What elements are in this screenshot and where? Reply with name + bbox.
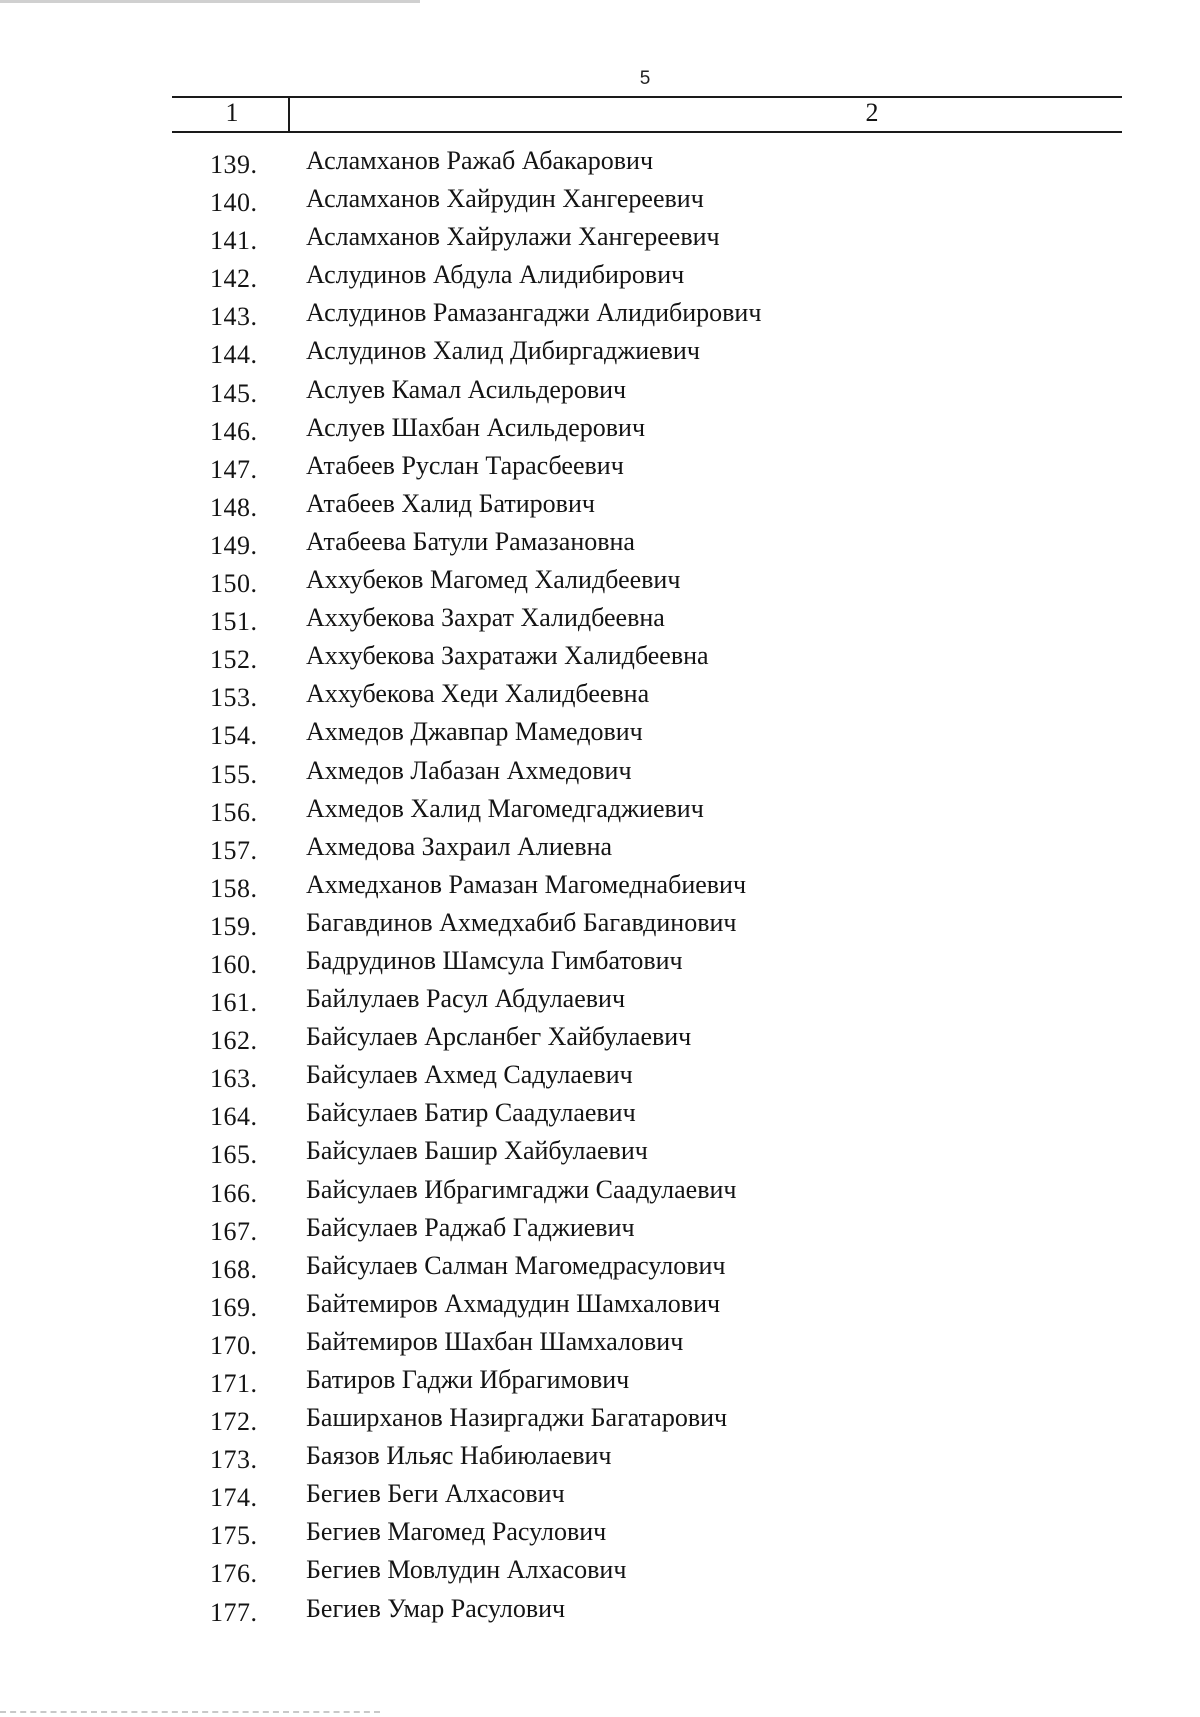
entry-number: 174. bbox=[210, 1483, 258, 1513]
entry-name: Байсулаев Ибрагимгаджи Саадулаевич bbox=[306, 1174, 737, 1204]
entry-name: Бегиев Умар Расулович bbox=[306, 1593, 566, 1623]
entry-name: Аслудинов Абдула Алидибирович bbox=[306, 260, 685, 290]
entry-number: 144. bbox=[210, 340, 258, 370]
entry-number: 159. bbox=[210, 911, 258, 941]
entry-number: 154. bbox=[210, 721, 258, 751]
list-item bbox=[0, 1363, 1200, 1401]
column-header-1: 1 bbox=[225, 98, 239, 127]
list-item bbox=[0, 334, 1200, 372]
list-item bbox=[0, 677, 1200, 715]
list-item bbox=[0, 563, 1200, 601]
list-item bbox=[0, 1325, 1200, 1363]
entry-number: 176. bbox=[210, 1559, 258, 1589]
entry-name: Атабеев Руслан Тарасбеевич bbox=[306, 450, 624, 480]
list-item bbox=[0, 1401, 1200, 1439]
entry-number: 177. bbox=[210, 1597, 258, 1627]
entry-number: 164. bbox=[210, 1102, 258, 1132]
entry-name: Аххубекова Захратажи Халидбеевна bbox=[306, 641, 709, 671]
list-item bbox=[0, 1058, 1200, 1096]
entry-name: Байтемиров Шахбан Шамхалович bbox=[306, 1326, 684, 1356]
list-item bbox=[0, 906, 1200, 944]
list-item bbox=[0, 792, 1200, 830]
scan-bottom-edge bbox=[0, 1711, 380, 1713]
list-item bbox=[0, 944, 1200, 982]
entry-name: Байсулаев Батир Саадулаевич bbox=[306, 1098, 636, 1128]
entry-name: Байсулаев Салман Магомедрасулович bbox=[306, 1250, 726, 1280]
entry-name: Атабеев Халид Батирович bbox=[306, 488, 595, 518]
entry-number: 162. bbox=[210, 1026, 258, 1056]
list-item bbox=[0, 1096, 1200, 1134]
entry-number: 155. bbox=[210, 759, 258, 789]
entry-number: 151. bbox=[210, 607, 258, 637]
entry-name: Батиров Гаджи Ибрагимович bbox=[306, 1365, 630, 1394]
entry-name: Байлулаев Расул Абдулаевич bbox=[306, 984, 626, 1014]
entry-name: Аххубекова Хеди Халидбеевна bbox=[306, 679, 650, 709]
entry-name: Асламханов Ражаб Абакарович bbox=[306, 146, 654, 175]
list-item bbox=[0, 982, 1200, 1020]
entry-number: 169. bbox=[210, 1292, 258, 1322]
list-item bbox=[0, 1249, 1200, 1287]
list-item bbox=[0, 601, 1200, 639]
entry-name: Бегиев Беги Алхасович bbox=[306, 1479, 565, 1509]
list-item bbox=[0, 182, 1200, 220]
entry-number: 147. bbox=[210, 454, 258, 484]
page-number: 5 bbox=[639, 68, 651, 89]
entry-name: Атабеева Батули Рамазановна bbox=[306, 526, 635, 556]
list-item bbox=[0, 1173, 1200, 1211]
list-item bbox=[0, 1287, 1200, 1325]
entry-name: Баязов Ильяс Набиюлаевич bbox=[306, 1441, 612, 1471]
list-item bbox=[0, 868, 1200, 906]
list-item bbox=[0, 715, 1200, 753]
list-item bbox=[0, 411, 1200, 449]
entry-name: Ахмедов Лабазан Ахмедович bbox=[306, 755, 632, 785]
entry-number: 148. bbox=[210, 492, 258, 522]
entry-number: 150. bbox=[210, 569, 258, 599]
header-top-rule bbox=[172, 96, 1122, 98]
entry-name: Ахмедова Захраил Алиевна bbox=[306, 831, 613, 861]
entry-name: Бегиев Магомед Расулович bbox=[306, 1517, 607, 1547]
entry-name: Байсулаев Башир Хайбулаевич bbox=[306, 1136, 648, 1166]
list-item bbox=[0, 144, 1200, 182]
entry-number: 153. bbox=[210, 683, 258, 713]
entry-name: Аслудинов Халид Дибиргаджиевич bbox=[306, 336, 700, 366]
list-item bbox=[0, 449, 1200, 487]
list-item bbox=[0, 487, 1200, 525]
entry-number: 157. bbox=[210, 835, 258, 865]
entry-number: 160. bbox=[210, 949, 258, 979]
entry-name: Асламханов Хайрулажи Хангереевич bbox=[306, 222, 720, 252]
list-item bbox=[0, 296, 1200, 334]
entry-name: Бадрудинов Шамсула Гимбатович bbox=[306, 945, 683, 975]
list-item bbox=[0, 1477, 1200, 1515]
entry-number: 175. bbox=[210, 1521, 258, 1551]
list-item bbox=[0, 258, 1200, 296]
entry-name: Бегиев Мовлудин Алхасович bbox=[306, 1555, 627, 1585]
list-item bbox=[0, 1439, 1200, 1477]
list-item bbox=[0, 1134, 1200, 1172]
list-item bbox=[0, 639, 1200, 677]
entry-number: 166. bbox=[210, 1178, 258, 1208]
entry-number: 170. bbox=[210, 1330, 258, 1360]
entry-number: 152. bbox=[210, 645, 258, 675]
entry-number: 140. bbox=[210, 188, 258, 218]
entry-number: 149. bbox=[210, 530, 258, 560]
list-item bbox=[0, 1515, 1200, 1553]
column-header-2: 2 bbox=[865, 98, 879, 127]
list-item bbox=[0, 373, 1200, 411]
entry-name: Багавдинов Ахмедхабиб Багавдинович bbox=[306, 907, 737, 937]
entry-name: Байтемиров Ахмадудин Шамхалович bbox=[306, 1288, 721, 1318]
entry-number: 161. bbox=[210, 988, 258, 1018]
list-item bbox=[0, 525, 1200, 563]
entry-number: 167. bbox=[210, 1216, 258, 1246]
entry-number: 141. bbox=[210, 226, 258, 256]
entry-name: Ахмедов Джавпар Мамедович bbox=[306, 717, 643, 747]
entry-name: Аслудинов Рамазангаджи Алидибирович bbox=[306, 298, 762, 328]
entry-name: Ахмедов Халид Магомедгаджиевич bbox=[306, 793, 704, 823]
entry-number: 163. bbox=[210, 1064, 258, 1094]
entry-name: Ахмедханов Рамазан Магомеднабиевич bbox=[306, 869, 747, 899]
header-bottom-rule bbox=[172, 131, 1122, 133]
list-item bbox=[0, 1553, 1200, 1591]
entry-name: Байсулаев Раджаб Гаджиевич bbox=[306, 1212, 635, 1242]
entry-number: 168. bbox=[210, 1254, 258, 1284]
entry-number: 143. bbox=[210, 302, 258, 332]
entry-name: Байсулаев Арсланбег Хайбулаевич bbox=[306, 1022, 692, 1052]
entry-name: Аххубекова Захрат Халидбеевна bbox=[306, 603, 665, 633]
entry-name: Аххубеков Магомед Халидбеевич bbox=[306, 565, 681, 595]
list-item bbox=[0, 220, 1200, 258]
entry-number: 145. bbox=[210, 378, 258, 408]
entry-name: Байсулаев Ахмед Садулаевич bbox=[306, 1060, 633, 1090]
entry-number: 146. bbox=[210, 416, 258, 446]
table-header bbox=[172, 96, 1122, 132]
entry-number: 165. bbox=[210, 1140, 258, 1170]
entry-number: 171. bbox=[210, 1369, 258, 1398]
entry-number: 172. bbox=[210, 1407, 258, 1437]
entry-number: 173. bbox=[210, 1445, 258, 1475]
entry-name: Асламханов Хайрудин Хангереевич bbox=[306, 184, 704, 214]
list-item bbox=[0, 1211, 1200, 1249]
entry-number: 142. bbox=[210, 264, 258, 294]
entry-name: Аслуев Камал Асильдерович bbox=[306, 374, 627, 404]
header-column-divider bbox=[288, 96, 290, 132]
name-list bbox=[0, 144, 1200, 1630]
entry-name: Баширханов Назиргаджи Багатарович bbox=[306, 1403, 728, 1433]
entry-number: 156. bbox=[210, 797, 258, 827]
entry-number: 158. bbox=[210, 873, 258, 903]
scan-top-edge bbox=[0, 0, 420, 3]
entry-number: 139. bbox=[210, 150, 258, 179]
list-item bbox=[0, 754, 1200, 792]
list-item bbox=[0, 1592, 1200, 1630]
entry-name: Аслуев Шахбан Асильдерович bbox=[306, 412, 646, 442]
list-item bbox=[0, 1020, 1200, 1058]
list-item bbox=[0, 830, 1200, 868]
